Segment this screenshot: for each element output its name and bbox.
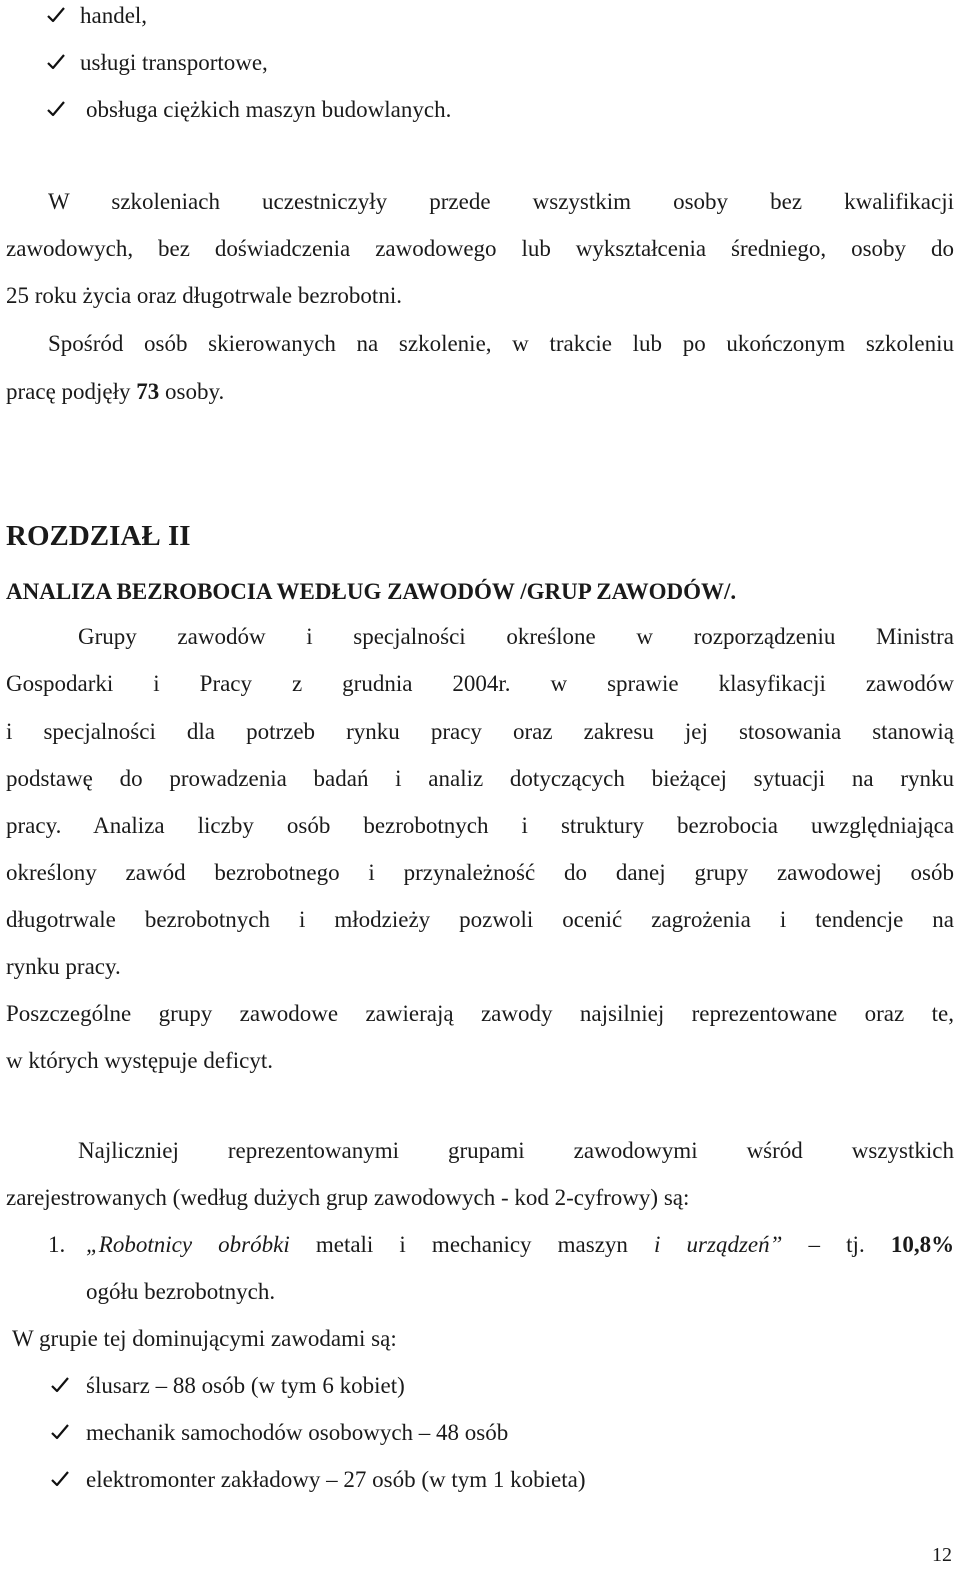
text-line <box>6 376 954 408</box>
text-line: podstawę do prowadzenia badań i analiz dotyczących bieżącej sytuacji na rynku <box>6 766 954 791</box>
text-line: pracy. Analiza liczby osób bezrobotnych i struktury bezrobocia uwzględniająca <box>6 813 954 838</box>
text-line: ogółu bezrobotnych. <box>86 1279 276 1304</box>
group-intro: W grupie tej dominującymi zawodami są: <box>12 1326 397 1351</box>
list-item: elektromonter zakładowy – 27 osób (w tym 1 kobieta) <box>86 1467 586 1492</box>
text-line: długotrwale bezrobotnych i młodzieży pozwoli ocenić zagrożenia i tendencje na <box>6 907 954 932</box>
text-span: pracę podjęły <box>6 379 137 404</box>
page-number: 12 <box>932 1544 952 1566</box>
list-item: obsługa ciężkich maszyn budowlanych. <box>86 97 452 122</box>
close-quote: ” <box>769 1232 783 1257</box>
highlighted-number: 73 <box>136 379 160 404</box>
chapter-subtitle: ANALIZA BEZROBOCIA WEDŁUG ZAWODÓW /GRUP ZAWODÓW/. <box>6 579 737 604</box>
list-item: handel, <box>80 3 148 28</box>
highlighted-percent: 10,8% <box>890 1232 955 1257</box>
text-span: metali i mechanicy maszyn <box>315 1232 628 1257</box>
text-line: i specjalności dla potrzeb rynku pracy oraz zakresu jej stosowania stanowią <box>6 719 954 744</box>
text-span: Robotnicy obróbki <box>98 1232 290 1257</box>
text-span: i urządzeń <box>654 1232 770 1257</box>
checkmark-icon <box>50 1469 70 1489</box>
text-line: Poszczególne grupy zawodowe zawierają zawody najsilniej reprezentowane oraz te, <box>6 1001 954 1026</box>
text-line: Najliczniej reprezentowanymi grupami zawodowymi wśród wszystkich <box>78 1138 954 1163</box>
chapter-title: ROZDZIAŁ II <box>6 520 191 552</box>
text-line: określony zawód bezrobotnego i przynależność do danej grupy zawodowej osób <box>6 860 954 885</box>
list-item: ślusarz – 88 osób (w tym 6 kobiet) <box>86 1373 405 1398</box>
checkmark-icon <box>46 52 66 72</box>
text-span: – <box>808 1232 821 1257</box>
text-span <box>86 1232 290 1257</box>
list-item: mechanik samochodów osobowych – 48 osób <box>86 1420 509 1445</box>
open-quote: „ <box>86 1232 99 1257</box>
text-line: zawodowych, bez doświadczenia zawodowego lub wykształcenia średniego, osoby do <box>6 236 954 261</box>
item-number: 1. <box>48 1232 66 1257</box>
checkmark-icon <box>46 5 66 25</box>
text-line: 25 roku życia oraz długotrwale bezrobotni. <box>6 283 402 308</box>
text-line: Grupy zawodów i specjalności określone w rozporządzeniu Ministra <box>78 624 954 649</box>
list-item: usługi transportowe, <box>80 50 268 75</box>
checkmark-icon <box>50 1375 70 1395</box>
text-line: W szkoleniach uczestniczyły przede wszystkim osoby bez kwalifikacji <box>48 189 954 214</box>
text-line: w których występuje deficyt. <box>6 1048 273 1073</box>
text-line: Gospodarki i Pracy z grudnia 2004r. w sprawie klasyfikacji zawodów <box>6 671 954 696</box>
text-line: rynku pracy. <box>6 954 121 979</box>
numbered-item-text <box>86 1229 954 1261</box>
text-line: Spośród osób skierowanych na szkolenie, w trakcie lub po ukończonym szkoleniu <box>48 331 954 356</box>
text-span: tj. <box>846 1232 865 1257</box>
checkmark-icon <box>50 1422 70 1442</box>
text-span <box>654 1232 782 1257</box>
text-span: osoby. <box>159 379 225 404</box>
checkmark-icon <box>46 99 66 119</box>
text-line: zarejestrowanych (według dużych grup zawodowych - kod 2-cyfrowy) są: <box>6 1185 690 1210</box>
